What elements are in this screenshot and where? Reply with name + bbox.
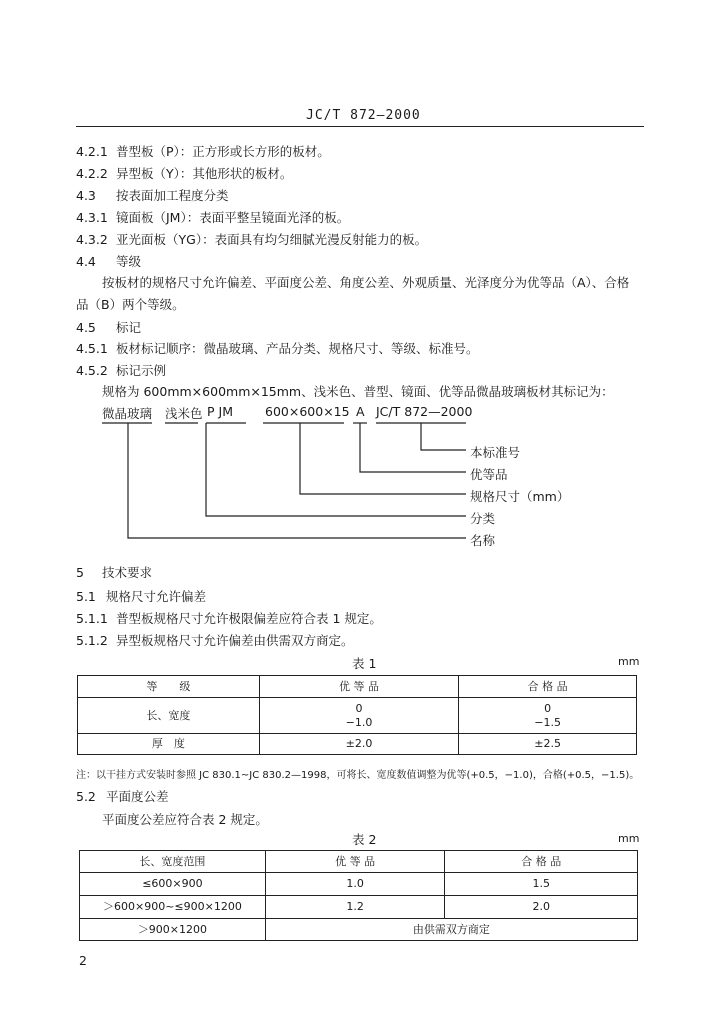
- marking-part-size: 600×600×15: [265, 404, 350, 419]
- table1-row1-b: [459, 698, 637, 734]
- table-row: [80, 873, 638, 896]
- clause-text: 镜面板（JM）：表面平整呈镜面光泽的板。: [116, 210, 350, 225]
- table1-row1-a-bottom: −1.0: [345, 715, 373, 729]
- table1-unit: mm: [618, 655, 640, 668]
- clause-number: 4.5.1: [76, 341, 108, 356]
- clause-text: 技术要求: [102, 565, 153, 580]
- table1-row2-label: 厚 度: [78, 734, 260, 755]
- clause-text: 标记: [116, 320, 142, 335]
- clause-number: 4.4: [76, 254, 96, 269]
- clause-5-1: [76, 587, 206, 605]
- table2-row1-range: ≤600×900: [80, 873, 266, 896]
- paragraph-4-4-line2: 品（B）两个等级。: [76, 297, 185, 312]
- table1-row2-a: ±2.0: [259, 734, 459, 755]
- table-row: [80, 896, 638, 919]
- clause-number: 5.1.1: [76, 611, 108, 626]
- page-header: JC/T 872—2000: [306, 108, 421, 123]
- table-1: [77, 675, 637, 755]
- marking-part-standard: JC/T 872—2000: [376, 404, 473, 419]
- marking-label-size: 规格尺寸（mm）: [470, 489, 570, 504]
- clause-5-2: [76, 787, 169, 805]
- table2-header-a: 优 等 品: [265, 851, 445, 873]
- table1-header-row: [78, 676, 637, 698]
- marking-label-standard: 本标准号: [470, 445, 521, 460]
- table2-row2-b: 2.0: [445, 896, 638, 919]
- table2-row1-a: 1.0: [265, 873, 445, 896]
- marking-label-class: 分类: [470, 511, 496, 526]
- clause-text: 按表面加工程度分类: [116, 188, 229, 203]
- table2-row1-b: 1.5: [445, 873, 638, 896]
- table2-header-range: 长、宽度范围: [80, 851, 266, 873]
- paragraph-5-2: 平面度公差应符合表 2 规定。: [102, 812, 268, 827]
- clause-text: 标记示例: [116, 363, 167, 378]
- clause-text: 异型板规格尺寸允许偏差由供需双方商定。: [116, 633, 354, 648]
- page-number: 2: [79, 953, 87, 968]
- clause-number: 4.3.2: [76, 232, 108, 247]
- table1-row2-b: ±2.5: [459, 734, 637, 755]
- clause-number: 4.3: [76, 188, 96, 203]
- clause-text: 普型板规格尺寸允许极限偏差应符合表 1 规定。: [116, 611, 382, 626]
- table2-row2-range: ＞600×900~≤900×1200: [80, 896, 266, 919]
- table1-row1-label: 长、宽度: [78, 698, 260, 734]
- clause-text: 异型板（Y）：其他形状的板材。: [116, 166, 293, 181]
- table1-header-b: 合 格 品: [459, 676, 637, 698]
- table1-header-a: 优 等 品: [259, 676, 459, 698]
- clause-number: 5.2: [76, 789, 96, 804]
- clause-5-1-2: [76, 631, 354, 649]
- clause-number: 5.1.2: [76, 633, 108, 648]
- marking-part-color: 浅米色: [165, 406, 203, 421]
- table-2: [79, 850, 638, 941]
- table1-caption: 表 1: [352, 656, 377, 671]
- marking-part-name: 微晶玻璃: [102, 406, 153, 421]
- table2-header-row: [80, 851, 638, 873]
- clause-number: 4.5: [76, 320, 96, 335]
- clause-text: 普型板（P）：正方形或长方形的板材。: [116, 144, 330, 159]
- clause-number: 5.1: [76, 589, 96, 604]
- clause-text: 等级: [116, 254, 142, 269]
- clause-number: 5: [76, 565, 84, 580]
- paragraph-4-4-line1: 按板材的规格尺寸允许偏差、平面度公差、角度公差、外观质量、光泽度分为优等品（A）、合格: [102, 275, 630, 290]
- table2-header-b: 合 格 品: [445, 851, 638, 873]
- clause-text: 亚光面板（YG）：表面具有均匀细腻光漫反射能力的板。: [116, 232, 428, 247]
- table2-caption: 表 2: [352, 832, 377, 847]
- clause-text: 板材标记顺序：微晶玻璃、产品分类、规格尺寸、等级、标准号。: [116, 341, 479, 356]
- table1-note: 注：以干挂方式安装时参照 JC 830.1~JC 830.2—1998，可将长、宽度数值调整为优等(+0.5，−1.0)，合格(+0.5，−1.5)。: [76, 770, 640, 781]
- table-row: [80, 919, 638, 941]
- table2-row2-a: 1.2: [265, 896, 445, 919]
- table2-row3-merged: 由供需双方商定: [265, 919, 637, 941]
- table1-row1-b-top: 0: [544, 701, 552, 715]
- clause-5-1-1: [76, 609, 382, 627]
- marking-label-grade: 优等品: [470, 467, 508, 482]
- table-row: [78, 734, 637, 755]
- table1-row1-a: [259, 698, 459, 734]
- clause-number: 4.2.1: [76, 144, 108, 159]
- table2-row3-range: ＞900×1200: [80, 919, 266, 941]
- section-5: [76, 563, 152, 581]
- marking-part-grade: A: [356, 404, 365, 419]
- table1-row1-b-bottom: −1.5: [534, 715, 561, 729]
- marking-label-name: 名称: [470, 533, 496, 548]
- paragraph-4-5-2: 规格为 600mm×600mm×15mm、浅米色、普型、镜面、优等品微晶玻璃板材其标记为：: [102, 384, 614, 399]
- clause-text: 规格尺寸允许偏差: [106, 589, 207, 604]
- marking-part-class: P JM: [207, 404, 233, 419]
- table-row: [78, 698, 637, 734]
- table1-header-grade: 等 级: [78, 676, 260, 698]
- clause-number: 4.2.2: [76, 166, 108, 181]
- clause-number: 4.3.1: [76, 210, 108, 225]
- clause-number: 4.5.2: [76, 363, 108, 378]
- table2-unit: mm: [618, 832, 640, 845]
- table1-row1-a-top: 0: [355, 701, 363, 715]
- clause-text: 平面度公差: [106, 789, 169, 804]
